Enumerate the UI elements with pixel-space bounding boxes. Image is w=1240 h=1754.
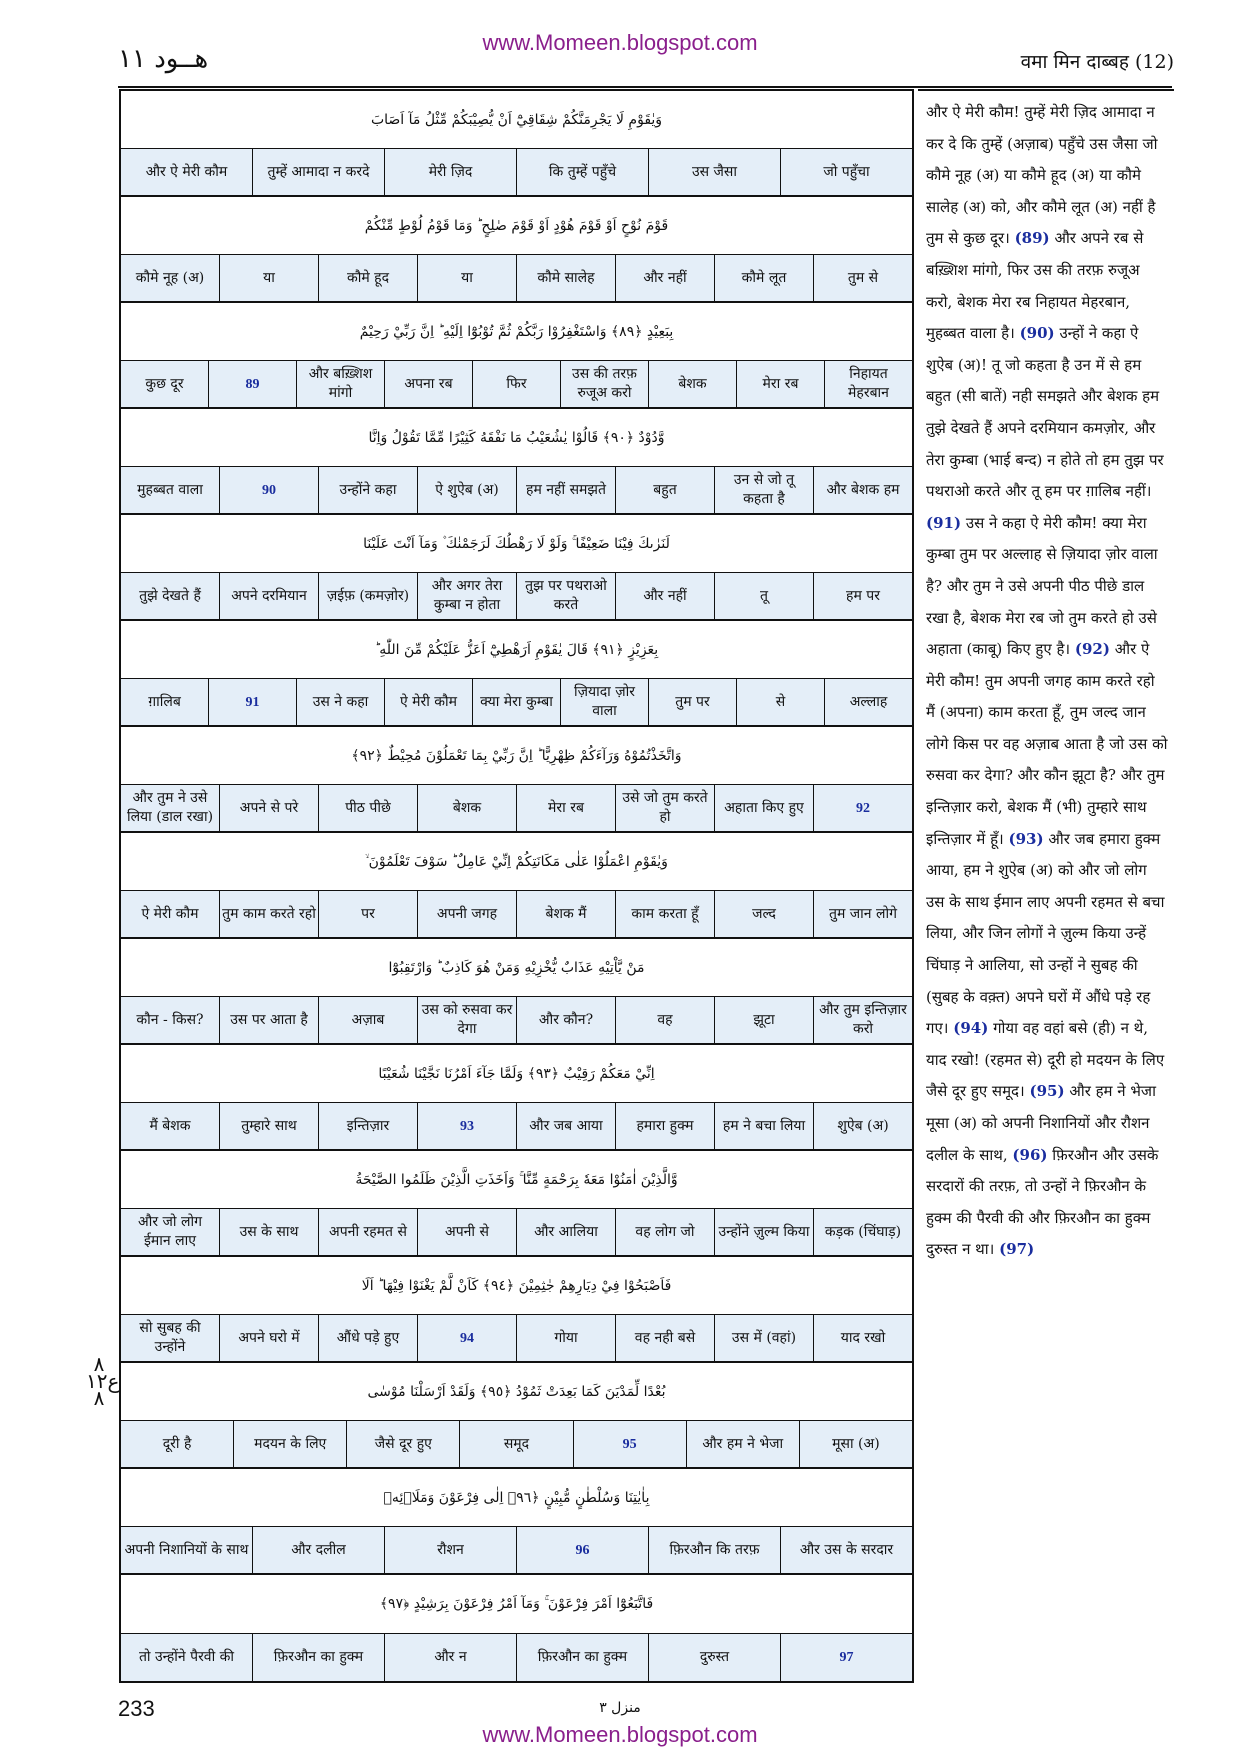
gloss-cell: बेशक	[648, 361, 736, 407]
ayah-number-cell: 96	[516, 1527, 648, 1573]
gloss-row	[121, 997, 912, 1045]
gloss-cell: उस के साथ	[219, 1209, 318, 1255]
verse-block	[121, 833, 912, 939]
ayah-number-cell: 92	[813, 785, 912, 831]
gloss-cell: कौमे नूह (अ)	[135, 269, 205, 286]
site-url-top: www.Momeen.blogspot.com	[482, 30, 758, 55]
gloss-row	[121, 679, 912, 727]
surah-name: هــود ١١	[118, 44, 209, 74]
gloss-row	[121, 1421, 912, 1469]
gloss-cell: और नहीं	[615, 573, 714, 619]
gloss-cell: अपनी निशानियों के साथ	[124, 1541, 249, 1558]
verse-block	[121, 1363, 912, 1469]
verse-block	[121, 1575, 912, 1681]
gloss-row	[121, 361, 912, 409]
manzil-label: منزل ٣	[599, 1700, 641, 1716]
gloss-cell: उस को रुसवा कर देगा	[417, 997, 516, 1043]
gloss-cell: हम नहीं समझते	[516, 467, 615, 513]
translation-text	[918, 91, 1174, 1266]
arabic-line: لَنَرٰىكَ فِيْنَا ضَعِيْفًا ۚ وَلَوْ لَا رَهْطُكَ لَرَجَمْنٰكَ ۫ وَمَآ اَنْتَ عَلَيْنَا	[121, 515, 912, 573]
gloss-cell: औंधे पड़े हुए	[318, 1315, 417, 1361]
gloss-cell: और बेशक हम	[813, 467, 912, 513]
gloss-cell: फ़िरऔन का हुक्म	[516, 1634, 648, 1681]
gloss-cell: ज़ियादा ज़ोर वाला	[560, 679, 648, 725]
gloss-row	[121, 1209, 912, 1257]
ayah-number-cell: 89	[208, 361, 296, 407]
page-number: 233	[118, 1696, 155, 1721]
ayah-number-cell: 93	[417, 1103, 516, 1149]
gloss-row	[121, 891, 912, 939]
gloss-cell: तुम जान लोगे	[813, 891, 912, 937]
gloss-cell: इन्तिज़ार	[318, 1103, 417, 1149]
gloss-cell: तुम्हारे साथ	[219, 1103, 318, 1149]
ruku-mark-bottom: ٨	[93, 1386, 105, 1410]
translation-ayah-number: (92)	[1074, 640, 1110, 659]
verse-block	[121, 1257, 912, 1363]
verse-block	[121, 303, 912, 409]
gloss-cell: वह नही बसे	[615, 1315, 714, 1361]
arabic-line: وَّدُوْدٌ ﴿٩٠﴾ قَالُوْا يٰشُعَيْبُ مَا نَفْقَهُ كَثِيْرًا مِّمَّا تَقُوْلُ وَاِنَّا	[121, 409, 912, 467]
gloss-cell: दूरी है	[162, 1435, 192, 1452]
gloss-row	[121, 467, 912, 515]
translation-ayah-number: (91)	[926, 513, 962, 532]
arabic-line: مَنْ يَّاْتِيْهِ عَذَابٌ يُّخْزِيْهِ وَمَنْ هُوَ كَاذِبٌ ؕ وَارْتَقِبُوْٓا	[121, 939, 912, 997]
gloss-cell: मूसा (अ)	[799, 1421, 912, 1467]
site-url-bottom: www.Momeen.blogspot.com	[482, 1722, 758, 1747]
gloss-cell: तुम से	[813, 255, 912, 301]
gloss-cell: और हम ने भेजा	[686, 1421, 799, 1467]
verse-table	[119, 89, 914, 1683]
translation-sentence: और ऐ मेरी कौम! तुम्हें मेरी ज़िद आमादा न कर दे कि तुम्हें (अज़ाब) पहुँचे उस जैसा जो कौमे नूह (अ) या कौमे हूद (अ) या कौमे सालेह (अ) को, और कौमे लूत (अ) नहीं है तुम से कुछ दूर।	[926, 103, 1158, 248]
arabic-line: بِبَعِيْدٍ ﴿٨٩﴾ وَاسْتَغْفِرُوْا رَبَّكُمْ ثُمَّ تُوْبُوْٓا اِلَيْهِ ؕ اِنَّ رَبِّيْ رَحِيْمٌ	[121, 303, 912, 361]
arabic-line: وَاتَّخَذْتُمُوْهُ وَرَآءَكُمْ ظِهْرِيًّا ؕ اِنَّ رَبِّيْ بِمَا تَعْمَلُوْنَ مُحِيْطٌ ﴿٩٢﴾	[121, 727, 912, 785]
gloss-cell: और जो लोग ईमान लाए	[138, 1214, 202, 1249]
gloss-cell: उसे जो तुम करते हो	[615, 785, 714, 831]
gloss-cell: कौमे लूत	[714, 255, 813, 301]
gloss-cell: रौशन	[384, 1527, 516, 1573]
translation-sentence: और जब हमारा हुक्म आया, हम ने शुऐब (अ) को और जो लोग उस के साथ ईमान लाए अपनी रहमत से बचा लिया, और जिन लोगों ने ज़ुल्म किया उन्हें चिंघाड़ ने आलिया, सो उन्हों ने सुबह की (सुबह के वक़्त) अपने घरों में औंधे पड़े रह गए।	[926, 829, 1165, 1038]
gloss-row	[121, 1634, 912, 1681]
gloss-cell: निहायत मेहरबान	[824, 361, 912, 407]
gloss-cell: उस ने कहा	[296, 679, 384, 725]
gloss-cell: तुम्हें आमादा न करदे	[252, 149, 384, 195]
gloss-cell: उन से जो तू कहता है	[714, 467, 813, 513]
gloss-cell: तुझे देखते हैं	[139, 587, 201, 604]
gloss-cell: अपना रब	[384, 361, 472, 407]
verse-block	[121, 727, 912, 833]
gloss-cell: जल्द	[714, 891, 813, 937]
translation-ayah-number: (89)	[1014, 229, 1050, 248]
verse-block	[121, 1469, 912, 1575]
gloss-cell: शुऐब (अ)	[813, 1103, 912, 1149]
gloss-cell: अपनी रहमत से	[318, 1209, 417, 1255]
gloss-cell: याद रखो	[813, 1315, 912, 1361]
gloss-cell: उस की तरफ़ रुजूअ करो	[560, 361, 648, 407]
gloss-cell: ज़ईफ़ (कमज़ोर)	[318, 573, 417, 619]
gloss-cell: ग़ालिब	[148, 693, 181, 710]
translation-sentence: और ऐ मेरी कौम! तुम अपनी जगह काम करते रहो मैं (अपना) काम करता हूँ, तुम जल्द जान लोगे किस पर वह अज़ाब आता है जो उस को रुसवा कर देगा? और कौन झूटा है? और तुम इन्तिज़ार करो, बेशक मैं (भी) तुम्हारे साथ इन्तिज़ार में हूँ।	[926, 640, 1168, 848]
gloss-cell: तुझ पर पथराओ करते	[516, 573, 615, 619]
ayah-number-cell: 95	[573, 1421, 686, 1467]
gloss-row	[121, 1527, 912, 1575]
gloss-cell: और ऐ मेरी कौम	[145, 163, 228, 180]
gloss-cell: पर	[318, 891, 417, 937]
gloss-cell: कि तुम्हें पहुँचे	[516, 149, 648, 195]
gloss-cell: समूद	[459, 1421, 572, 1467]
translation-sentence: गोया वह वहां बसे (ही) न थे, याद रखो! (रहमत से) दूरी हो मदयन के लिए जैसे दूर हुए समूद।	[926, 1019, 1165, 1101]
verse-block	[121, 91, 912, 197]
translation-sentence: फ़िरऔन और उसके सरदारों की तरफ़, तो उन्हों ने फ़िरऔन के हुक्म की पैरवी की और फ़िरऔन का हुक्म दुरुस्त न था।	[926, 1145, 1159, 1259]
ruku-mark-middle: ع١٢	[86, 1369, 120, 1393]
gloss-cell: और तुम इन्तिज़ार करो	[813, 997, 912, 1043]
gloss-cell: और बख़्शिश मांगो	[296, 361, 384, 407]
verse-block	[121, 409, 912, 515]
gloss-cell: और उस के सरदार	[780, 1527, 912, 1573]
translation-sentence: उस ने कहा ऐ मेरी कौम! क्या मेरा कुम्बा तुम पर अल्लाह से ज़ियादा ज़ोर वाला है? और तुम ने उसे अपनी पीठ पीछे डाल रखा है, बेशक मेरा रब जो तुम करते हो उसे अहाता (काबू) किए हुए है।	[926, 513, 1158, 659]
gloss-cell: बेशक मैं	[516, 891, 615, 937]
gloss-cell: हम पर	[813, 573, 912, 619]
gloss-cell: हमारा हुक्म	[615, 1103, 714, 1149]
translation-ayah-number: (90)	[1019, 324, 1055, 343]
translation-ayah-number: (93)	[1008, 829, 1044, 848]
ayah-number-cell: 90	[219, 467, 318, 513]
gloss-cell: और कौन?	[516, 997, 615, 1043]
arabic-line: وَيٰقَوْمِ لَا يَجْرِمَنَّكُمْ شِقَاقِيْٓ اَنْ يُّصِيْبَكُمْ مِّثْلُ مَآ اَصَابَ	[121, 91, 912, 149]
gloss-cell: ऐ शुऐब (अ)	[417, 467, 516, 513]
gloss-cell: और दलील	[252, 1527, 384, 1573]
gloss-cell: हम ने बचा लिया	[714, 1103, 813, 1149]
arabic-line: فَاَصْبَحُوْا فِيْ دِيَارِهِمْ جٰثِمِيْنَ ﴿٩٤﴾ كَاَنْ لَّمْ يَغْنَوْا فِيْهَا ؕ اَلَا	[121, 1257, 912, 1315]
gloss-cell: या	[417, 255, 516, 301]
gloss-cell: से	[736, 679, 824, 725]
verse-block	[121, 515, 912, 621]
gloss-cell: बेशक	[417, 785, 516, 831]
gloss-cell: ऐ मेरी कौम	[141, 905, 199, 922]
gloss-cell: या	[219, 255, 318, 301]
arabic-line: بِاٰيٰتِنَا وَسُلْطٰنٍ مُّبِيْنٍ ﴿٩٦﴾ اِلٰى فِرْعَوْنَ وَمَلَا۟ئِهٖ	[121, 1469, 912, 1527]
ruku-mark	[86, 1352, 120, 1410]
gloss-cell: और अगर तेरा कुम्बा न होता	[417, 573, 516, 619]
gloss-cell: मेरा रब	[736, 361, 824, 407]
gloss-cell: अपनी जगह	[417, 891, 516, 937]
gloss-cell: तू	[714, 573, 813, 619]
para-name: वमा मिन दाब्बह (12)	[1020, 51, 1174, 73]
gloss-cell: वह लोग जो	[615, 1209, 714, 1255]
translation-sentence: उन्हों ने कहा ऐ शुऐब (अ)! तू जो कहता है उन में से हम बहुत (सी बातें) नही समझते और बेशक हम तुझे देखते हैं अपने दरमियान कमज़ोर, और तेरा कुम्बा (भाई बन्द) न होते तो हम तुझ पर पथराओ करते और तू हम पर ग़ालिब नहीं।	[926, 324, 1164, 501]
gloss-row	[121, 255, 912, 303]
gloss-cell: मैं बेशक	[149, 1117, 191, 1134]
gloss-cell: झूटा	[714, 997, 813, 1043]
gloss-cell: फ़िरऔन कि तरफ़	[648, 1527, 780, 1573]
gloss-cell: और जब आया	[516, 1103, 615, 1149]
gloss-cell: मुहब्बत वाला	[137, 481, 203, 498]
verse-block	[121, 197, 912, 303]
gloss-row	[121, 149, 912, 197]
gloss-cell: जैसे दूर हुए	[346, 1421, 459, 1467]
gloss-row	[121, 1315, 912, 1363]
header-rule	[118, 86, 1172, 88]
gloss-cell: उस में (वहां)	[714, 1315, 813, 1361]
arabic-line: وَّالَّذِيْنَ اٰمَنُوْا مَعَهٗ بِرَحْمَةٍ مِّنَّا ۚ وَاَخَذَتِ الَّذِيْنَ ظَلَمُوا الصَّيْحَةُ	[121, 1151, 912, 1209]
gloss-row	[121, 785, 912, 833]
gloss-cell: काम करता हूँ	[615, 891, 714, 937]
gloss-cell: और आलिया	[516, 1209, 615, 1255]
gloss-cell: और तुम ने उसे लिया (डाल रखा)	[126, 790, 214, 825]
translation-column	[918, 89, 1174, 1683]
gloss-cell: अल्लाह	[824, 679, 912, 725]
gloss-cell: वह	[615, 997, 714, 1043]
gloss-cell: उस पर आता है	[219, 997, 318, 1043]
ayah-number-cell: 91	[208, 679, 296, 725]
arabic-line: اِنِّيْ مَعَكُمْ رَقِيْبٌ ﴿٩٣﴾ وَلَمَّا جَآءَ اَمْرُنَا نَجَّيْنَا شُعَيْبًا	[121, 1045, 912, 1103]
translation-sentence: और अपने रब से बख़्शिश मांगो, फिर उस की तरफ़ रुजूअ करो, बेशक मेरा रब निहायत मेहरबान, मुहब्बत वाला है।	[926, 229, 1144, 343]
gloss-cell: उस जैसा	[648, 149, 780, 195]
gloss-cell: अज़ाब	[318, 997, 417, 1043]
gloss-cell: तुम काम करते रहो	[219, 891, 318, 937]
translation-ayah-number: (96)	[1012, 1145, 1048, 1164]
ruku-mark-top: ٨	[93, 1352, 105, 1376]
gloss-cell: तुम पर	[648, 679, 736, 725]
gloss-cell: कौन - किस?	[136, 1011, 204, 1028]
gloss-cell: गोया	[516, 1315, 615, 1361]
gloss-row	[121, 1103, 912, 1151]
gloss-cell: मेरी ज़िद	[384, 149, 516, 195]
verse-block	[121, 1045, 912, 1151]
arabic-line: بُعْدًا لِّمَدْيَنَ كَمَا بَعِدَتْ ثَمُوْدُ ﴿٩٥﴾ وَلَقَدْ اَرْسَلْنَا مُوْسٰى	[121, 1363, 912, 1421]
gloss-cell: अपने दरमियान	[219, 573, 318, 619]
gloss-cell: फ़िरऔन का हुक्म	[252, 1634, 384, 1681]
verse-block	[121, 1151, 912, 1257]
gloss-cell: कुछ दूर	[145, 375, 184, 392]
translation-ayah-number: (95)	[1029, 1082, 1065, 1101]
translation-ayah-number: (97)	[999, 1240, 1035, 1259]
translation-sentence: और हम ने भेजा मूसा (अ) को अपनी निशानियों और रौशन दलील के साथ,	[926, 1082, 1156, 1164]
gloss-cell: जो पहुँचा	[780, 149, 912, 195]
arabic-line: بِعَزِيْزٍ ﴿٩١﴾ قَالَ يٰقَوْمِ اَرَهْطِيْٓ اَعَزُّ عَلَيْكُمْ مِّنَ اللّٰهِ ؕ	[121, 621, 912, 679]
gloss-cell: कौमे हूद	[318, 255, 417, 301]
gloss-cell: उन्होंने कहा	[318, 467, 417, 513]
gloss-cell: सो सुबह की उन्होंने	[139, 1320, 201, 1355]
gloss-cell: क्या मेरा कुम्बा	[472, 679, 560, 725]
translation-ayah-number: (94)	[953, 1019, 989, 1038]
ayah-number-cell: 97	[780, 1634, 912, 1681]
gloss-cell: पीठ पीछे	[318, 785, 417, 831]
gloss-cell: मदयन के लिए	[233, 1421, 346, 1467]
gloss-cell: ऐ मेरी कौम	[384, 679, 472, 725]
gloss-cell: अपने से परे	[219, 785, 318, 831]
arabic-line: فَاتَّبَعُوْٓا اَمْرَ فِرْعَوْنَ ۚ وَمَآ اَمْرُ فِرْعَوْنَ بِرَشِيْدٍ ﴿٩٧﴾	[121, 1575, 912, 1634]
gloss-cell: उन्होंने ज़ुल्म किया	[714, 1209, 813, 1255]
verse-block	[121, 939, 912, 1045]
gloss-cell: तो उन्होंने पैरवी की	[138, 1649, 235, 1666]
gloss-cell: मेरा रब	[516, 785, 615, 831]
gloss-row	[121, 573, 912, 621]
gloss-cell: और न	[384, 1634, 516, 1681]
gloss-cell: फिर	[472, 361, 560, 407]
gloss-cell: बहुत	[615, 467, 714, 513]
verse-block	[121, 621, 912, 727]
gloss-cell: अपनी से	[417, 1209, 516, 1255]
ayah-number-cell: 94	[417, 1315, 516, 1361]
gloss-cell: कड़क (चिंघाड़)	[813, 1209, 912, 1255]
arabic-line: وَيٰقَوْمِ اعْمَلُوْا عَلٰى مَكَانَتِكُمْ اِنِّيْ عَامِلٌ ؕ سَوْفَ تَعْلَمُوْنَ ۙ	[121, 833, 912, 891]
gloss-cell: कौमे सालेह	[516, 255, 615, 301]
arabic-line: قَوْمَ نُوْحٍ اَوْ قَوْمَ هُوْدٍ اَوْ قَوْمَ صٰلِحٍ ؕ وَمَا قَوْمُ لُوْطٍ مِّنْكُمْ	[121, 197, 912, 255]
gloss-cell: और नहीं	[615, 255, 714, 301]
gloss-cell: दुरुस्त	[648, 1634, 780, 1681]
gloss-cell: अपने घरो में	[219, 1315, 318, 1361]
gloss-cell: अहाता किए हुए	[714, 785, 813, 831]
